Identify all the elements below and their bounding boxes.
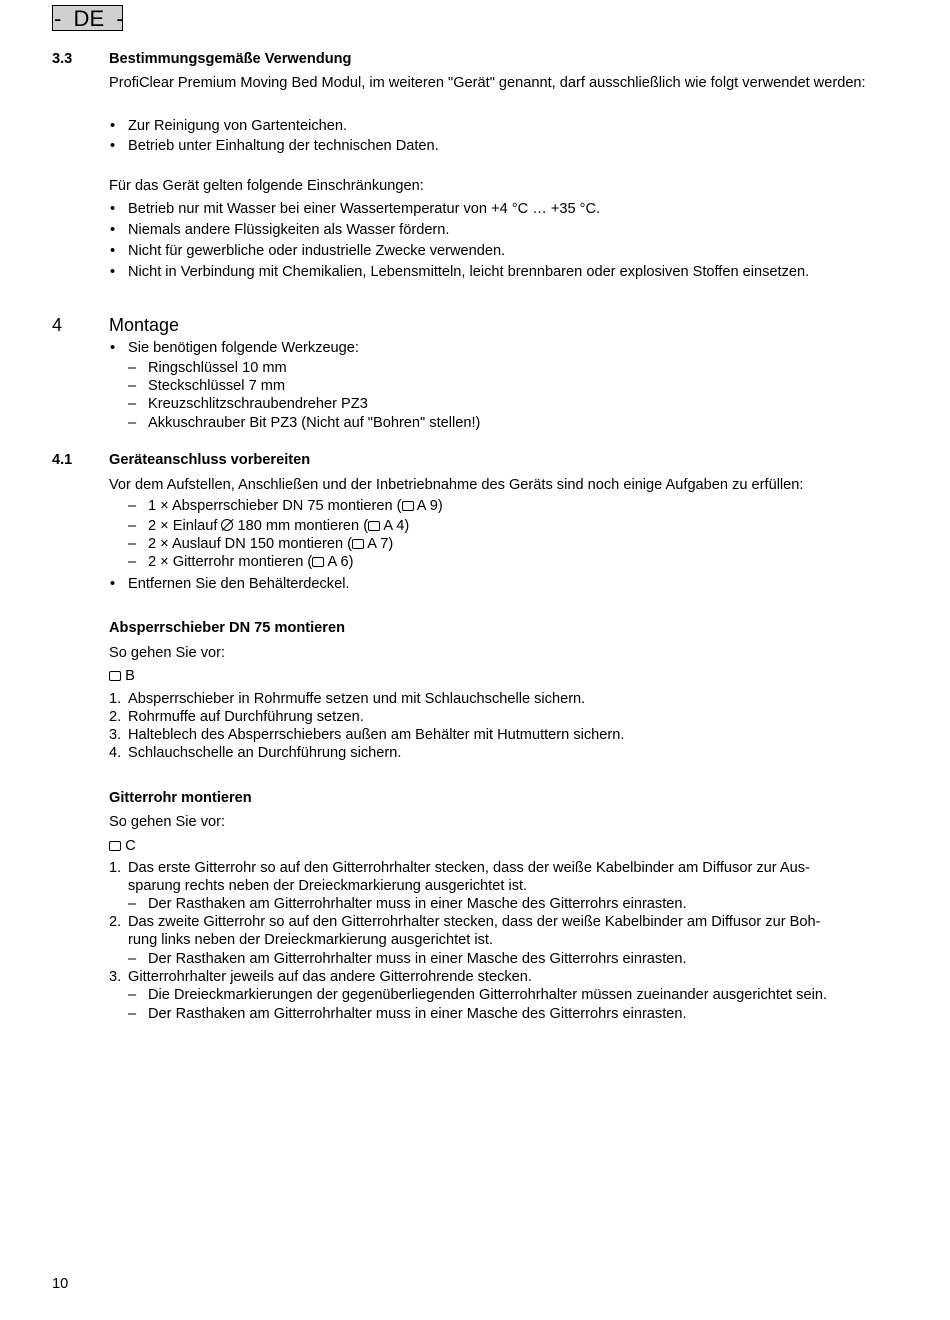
- section-number: 3.3: [52, 51, 73, 67]
- proceed-text: So gehen Sie vor:: [109, 814, 226, 830]
- list-item: • Nicht in Verbindung mit Chemikalien, Lebensmitteln, leicht brennbaren oder explosiven Stoffen einsetzen.: [109, 263, 899, 281]
- figure-ref: B: [109, 667, 899, 685]
- section-title: Geräteanschluss vorbereiten: [109, 452, 311, 468]
- step-item: 2. Rohrmuffe auf Durchführung setzen.: [109, 709, 364, 725]
- figure-ref: C: [109, 837, 899, 855]
- step-item: 2. Das zweite Gitterrohr so auf den Gitterrohrhalter stecken, dass der weiße Kabelbinder am Diffusor zur Boh-: [109, 914, 821, 930]
- tool-item: – Akkuschrauber Bit PZ3 (Nicht auf "Bohren" stellen!): [128, 414, 898, 432]
- figure-ref-icon: [402, 501, 414, 511]
- figure-ref-icon: [109, 671, 121, 681]
- step-item: 1. Das erste Gitterrohr so auf den Gitterrohrhalter stecken, dass der weiße Kabelbinder am Diffusor zur Aus-: [109, 860, 810, 876]
- proceed-text: So gehen Sie vor:: [109, 645, 226, 661]
- chapter-number: 4: [52, 315, 63, 335]
- step-note: – Der Rasthaken am Gitterrohrhalter muss in einer Masche des Gitterrohrs einrasten.: [128, 895, 898, 913]
- tool-item: – Ringschlüssel 10 mm: [128, 359, 898, 377]
- subsection-title: Gitterrohr montieren: [109, 790, 252, 806]
- figure-ref-icon: [109, 841, 121, 851]
- page-number: 10: [52, 1276, 69, 1292]
- section-number: 4.1: [52, 452, 73, 468]
- task-item: – 2 × Gitterrohr montieren ( A 6): [128, 553, 898, 571]
- task-item: – 1 × Absperrschieber DN 75 montieren ( A 9): [128, 497, 898, 515]
- list-item: • Niemals andere Flüssigkeiten als Wasser fördern.: [109, 221, 899, 239]
- section-title: Bestimmungsgemäße Verwendung: [109, 51, 352, 67]
- intro-paragraph: ProfiClear Premium Moving Bed Modul, im weiteren "Gerät" genannt, darf ausschließlich wie folgt verwendet werden:: [109, 75, 866, 91]
- language-badge: - DE -: [54, 6, 124, 31]
- list-item: • Zur Reinigung von Gartenteichen.: [109, 117, 899, 135]
- tool-item: – Kreuzschlitzschraubendreher PZ3: [128, 395, 898, 413]
- step-continuation: sparung rechts neben der Dreieckmarkierung ausgerichtet ist.: [128, 878, 528, 894]
- restrictions-intro: Für das Gerät gelten folgende Einschränkungen:: [109, 178, 424, 194]
- list-item: • Sie benötigen folgende Werkzeuge:: [109, 339, 899, 357]
- tool-item: – Steckschlüssel 7 mm: [128, 377, 898, 395]
- task-item: – 2 × Auslauf DN 150 montieren ( A 7): [128, 535, 898, 553]
- step-note: – Der Rasthaken am Gitterrohrhalter muss in einer Masche des Gitterrohrs einrasten.: [128, 950, 898, 968]
- task-item: – 2 × Einlauf 180 mm montieren ( A 4): [128, 517, 898, 535]
- list-item: • Betrieb unter Einhaltung der technischen Daten.: [109, 137, 899, 155]
- step-note: – Die Dreieckmarkierungen der gegenüberliegenden Gitterrohrhalter müssen zueinander ausgerichtet sein.: [128, 986, 898, 1004]
- figure-ref-icon: [312, 557, 324, 567]
- step-item: 1. Absperrschieber in Rohrmuffe setzen und mit Schlauchschelle sichern.: [109, 691, 586, 707]
- figure-ref-icon: [352, 539, 364, 549]
- step-note: – Der Rasthaken am Gitterrohrhalter muss in einer Masche des Gitterrohrs einrasten.: [128, 1005, 898, 1023]
- list-item: • Betrieb nur mit Wasser bei einer Wassertemperatur von +4 °C … +35 °C.: [109, 200, 899, 218]
- list-item: • Nicht für gewerbliche oder industrielle Zwecke verwenden.: [109, 242, 899, 260]
- intro-paragraph: Vor dem Aufstellen, Anschließen und der Inbetriebnahme des Geräts sind noch einige Aufgaben zu erfüllen:: [109, 477, 804, 493]
- step-item: 4. Schlauchschelle an Durchführung sichern.: [109, 745, 402, 761]
- list-item: • Entfernen Sie den Behälterdeckel.: [109, 575, 899, 593]
- step-continuation: rung links neben der Dreieckmarkierung ausgerichtet ist.: [128, 932, 494, 948]
- subsection-title: Absperrschieber DN 75 montieren: [109, 620, 346, 636]
- figure-ref-icon: [368, 521, 380, 531]
- step-item: 3. Halteblech des Absperrschiebers außen am Behälter mit Hutmuttern sichern.: [109, 727, 625, 743]
- chapter-title: Montage: [109, 315, 180, 335]
- diameter-icon: [221, 519, 233, 531]
- step-item: 3. Gitterrohrhalter jeweils auf das andere Gitterrohrende stecken.: [109, 969, 532, 985]
